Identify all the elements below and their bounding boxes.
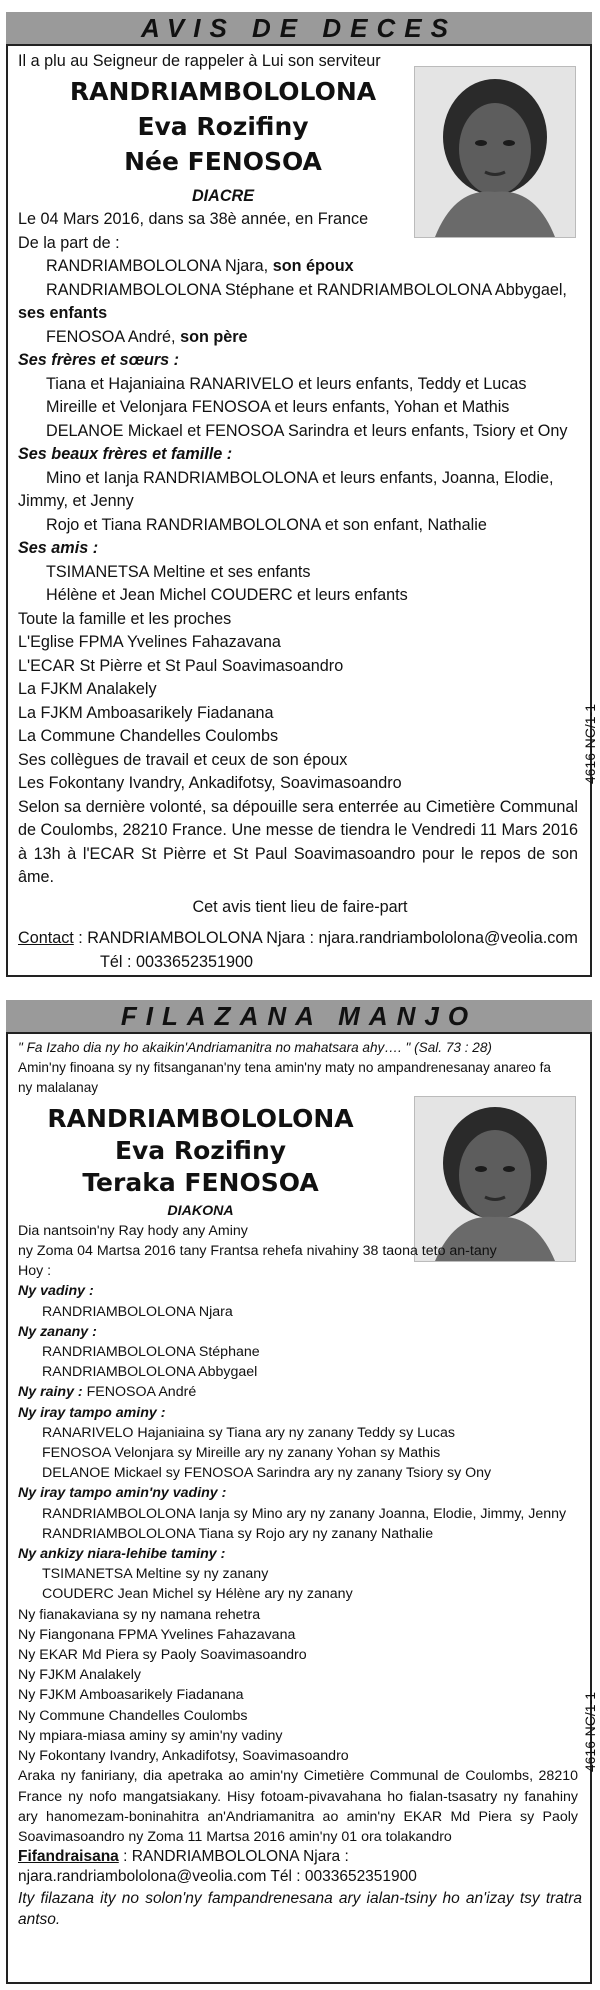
sibling-line: RANARIVELO Hajaniaina sy Tiana ary ny zanany Teddy sy Lucas (42, 1424, 455, 1441)
deceased-surname: RANDRIAMBOLOLONA (69, 76, 377, 106)
banner-title: FILAZANA MANJO (120, 1000, 478, 1031)
deceased-role: DIACRE (191, 186, 255, 205)
other-line: Ny FJKM Analakely (18, 1667, 141, 1684)
father-name: FENOSOA André (82, 1384, 197, 1401)
other-line: La Commune Chandelles Coulombs (18, 727, 279, 745)
other-line: Ny Commune Chandelles Coulombs (18, 1707, 248, 1724)
contact-label: Fifandraisana (18, 1848, 119, 1866)
children-heading: Ny zanany : (18, 1323, 97, 1340)
sibling-line: DELANOE Mickael sy FENOSOA Sarindra ary ny zanany Tsiory sy Ony (42, 1465, 492, 1482)
sibling-line: Tiana et Hajaniaina RANARIVELO et leurs enfants, Teddy et Lucas (46, 374, 527, 393)
other-line: La FJKM Amboasarikely Fiadanana (18, 703, 274, 722)
deceased-firstname: Eva Rozifiny (137, 111, 309, 141)
children-label: ses enfants (18, 304, 108, 322)
burial-paragraph: Selon sa dernière volonté, sa dépouille sera enterrée au Cimetière Communal de Coulombs, 28210 France. Une messe de tiendra le Vendredi 11 Mars 2016 à 13h à l'ECAR St Pièrre et St Paul Soavimasoandro pour le repos de son âme. (18, 797, 578, 886)
father-line (18, 1382, 582, 1402)
child-line: RANDRIAMBOLOLONA Abbygael (42, 1364, 258, 1381)
friend-line: TSIMANETSA Meltine et ses enfants (46, 562, 311, 581)
spouse-heading: Ny vadiny : (18, 1283, 94, 1300)
burial-paragraph: Araka ny faniriany, dia apetraka ao amin'ny Cimetière Communal de Coulombs, 28210 France ny nofo mangatsiakany. Hisy fotoam-pivavahana ho fialan-tsasatry ny fanahiny ary hanomezam-boninahitra an'Andriamanitra ao amin'ny EKAR Md Piera sy Paoly Soavimasoandro ny Zoma 11 Martsa 2016 amin'ny 01 ora tolakandro (18, 1768, 578, 1845)
date-line: Le 04 Mars 2016, dans sa 38è année, en France (18, 210, 369, 228)
intro-text-cont: ny malalanay (18, 1080, 99, 1096)
other-line: Toute la famille et les proches (18, 609, 232, 628)
deceased-maiden-name: Teraka FENOSOA (82, 1167, 319, 1197)
from-line: De la part de : (18, 233, 120, 252)
friend-line: COUDERC Jean Michel sy Hélène ary ny zanany (42, 1586, 353, 1603)
deceased-name-block (18, 1103, 383, 1221)
other-line: Ny FJKM Amboasarikely Fiadanana (18, 1687, 244, 1704)
friend-line: TSIMANETSA Meltine sy ny zanany (42, 1566, 269, 1583)
contact-line-2: njara.randriambololona@veolia.com Tél : 0033652351900 (18, 1868, 417, 1886)
friend-line: Hélène et Jean Michel COUDERC et leurs enfants (46, 586, 408, 604)
children-line: RANDRIAMBOLOLONA Stéphane et RANDRIAMBOLOLONA Abbygael, (46, 280, 567, 299)
other-line: L'ECAR St Pièrre et St Paul Soavimasoandro (18, 656, 344, 675)
siblings-heading: Ny iray tampo aminy : (18, 1404, 166, 1421)
inlaw-line: Rojo et Tiana RANDRIAMBOLOLONA et son enfant, Nathalie (46, 515, 487, 534)
banner (6, 12, 592, 46)
from-line: Hoy : (18, 1263, 52, 1280)
bible-quote: " Fa Izaho dia ny ho akaikin'Andriamanitra no mahatsara ahy…. " (Sal. 73 : 28) (18, 1040, 492, 1055)
reference-code: 4616-NC/1-1 (582, 1692, 598, 1773)
inlaw-line: RANDRIAMBOLOLONA Ianja sy Mino ary ny zanany Joanna, Elodie, Jimmy, Jenny (42, 1505, 567, 1522)
spouse-line: RANDRIAMBOLOLONA Njara (42, 1303, 233, 1320)
intro-text: Il a plu au Seigneur de rappeler à Lui son serviteur (18, 52, 381, 70)
closing-text: Ity filazana ity no solon'ny fampandrenesana ary ialan-tsiny ho an'izay tsy tratra antso. (18, 1889, 582, 1928)
inlaw-line: RANDRIAMBOLOLONA Tiana sy Rojo ary ny zanany Nathalie (42, 1525, 434, 1542)
siblings-heading: Ses frères et sœurs : (18, 351, 180, 369)
other-line: La FJKM Analakely (18, 680, 157, 698)
sibling-line: Mireille et Velonjara FENOSOA et leurs enfants, Yohan et Mathis (46, 398, 510, 416)
reference-code: 4616-NC/1-1 (582, 704, 598, 785)
notice-avis-de-deces (6, 12, 598, 977)
deceased-name-block (18, 74, 428, 209)
banner (6, 1000, 592, 1034)
other-line: Ny EKAR Md Piera sy Paoly Soavimasoandro (18, 1647, 307, 1664)
friends-heading: Ny ankizy niara-lehibe taminy : (18, 1546, 226, 1563)
death-line: Dia nantsoin'ny Ray hody any Aminy (18, 1222, 248, 1239)
spouse-label: son époux (272, 257, 354, 275)
deceased-surname: RANDRIAMBOLOLONA (47, 1103, 354, 1133)
contact-text: : RANDRIAMBOLOLONA Njara : njara.randriambololona@veolia.com (73, 929, 578, 947)
sibling-line: DELANOE Mickael et FENOSOA Sarindra et leurs enfants, Tsiory et Ony (46, 421, 568, 440)
father-heading: Ny rainy : (18, 1384, 83, 1401)
deceased-maiden-name: Née FENOSOA (124, 146, 322, 176)
other-line: Les Fokontany Ivandry, Ankadifotsy, Soavimasoandro (18, 774, 402, 792)
intro-text: Amin'ny finoana sy ny fitsanganan'ny tena amin'ny maty no ampandrenesanay anareo fa (18, 1060, 551, 1076)
other-line: Ny mpiara-miasa aminy sy amin'ny vadiny (18, 1727, 283, 1744)
contact-line (18, 1847, 582, 1867)
child-line: RANDRIAMBOLOLONA Stéphane (42, 1344, 260, 1361)
deceased-role: DIAKONA (167, 1202, 234, 1219)
spouse-name: RANDRIAMBOLOLONA Njara, (46, 257, 269, 275)
other-line: L'Eglise FPMA Yvelines Fahazavana (18, 633, 281, 651)
other-line: Ny Fiangonana FPMA Yvelines Fahazavana (18, 1626, 296, 1643)
other-line: Ses collègues de travail et ceux de son époux (18, 750, 348, 769)
contact-label: Contact (18, 929, 74, 947)
notice-body (18, 50, 582, 974)
contact-line (18, 927, 582, 951)
faire-part-line: Cet avis tient lieu de faire-part (192, 897, 408, 916)
date-line: ny Zoma 04 Martsa 2016 tany Frantsa rehefa nivahiny 38 taona teto an-tany (18, 1243, 497, 1260)
sibling-line: FENOSOA Velonjara sy Mireille ary ny zanany Yohan sy Mathis (42, 1445, 441, 1462)
spouse-line (18, 255, 582, 279)
banner-title: AVIS DE DECES (141, 12, 457, 43)
father-line (18, 326, 582, 350)
notice-body (18, 1038, 582, 1930)
deceased-firstname: Eva Rozifiny (114, 1135, 287, 1165)
friends-heading: Ses amis : (18, 539, 99, 557)
other-line: Ny Fokontany Ivandry, Ankadifotsy, Soavimasoandro (18, 1748, 349, 1765)
father-label: son père (180, 327, 248, 346)
other-line: Ny fianakaviana sy ny namana rehetra (18, 1606, 261, 1623)
inlaw-line-cont: Jimmy, et Jenny (18, 492, 134, 510)
inlaws-heading: Ny iray tampo amin'ny vadiny : (18, 1485, 227, 1502)
contact-text: : RANDRIAMBOLOLONA Njara : (118, 1848, 349, 1866)
father-name: FENOSOA André, (46, 327, 176, 346)
inlaws-heading: Ses beaux frères et famille : (18, 445, 233, 463)
tel-line: Tél : 0033652351900 (100, 952, 254, 971)
notice-filazana-manjo (6, 1000, 598, 1984)
inlaw-line: Mino et Ianja RANDRIAMBOLOLONA et leurs enfants, Joanna, Elodie, (46, 468, 554, 487)
